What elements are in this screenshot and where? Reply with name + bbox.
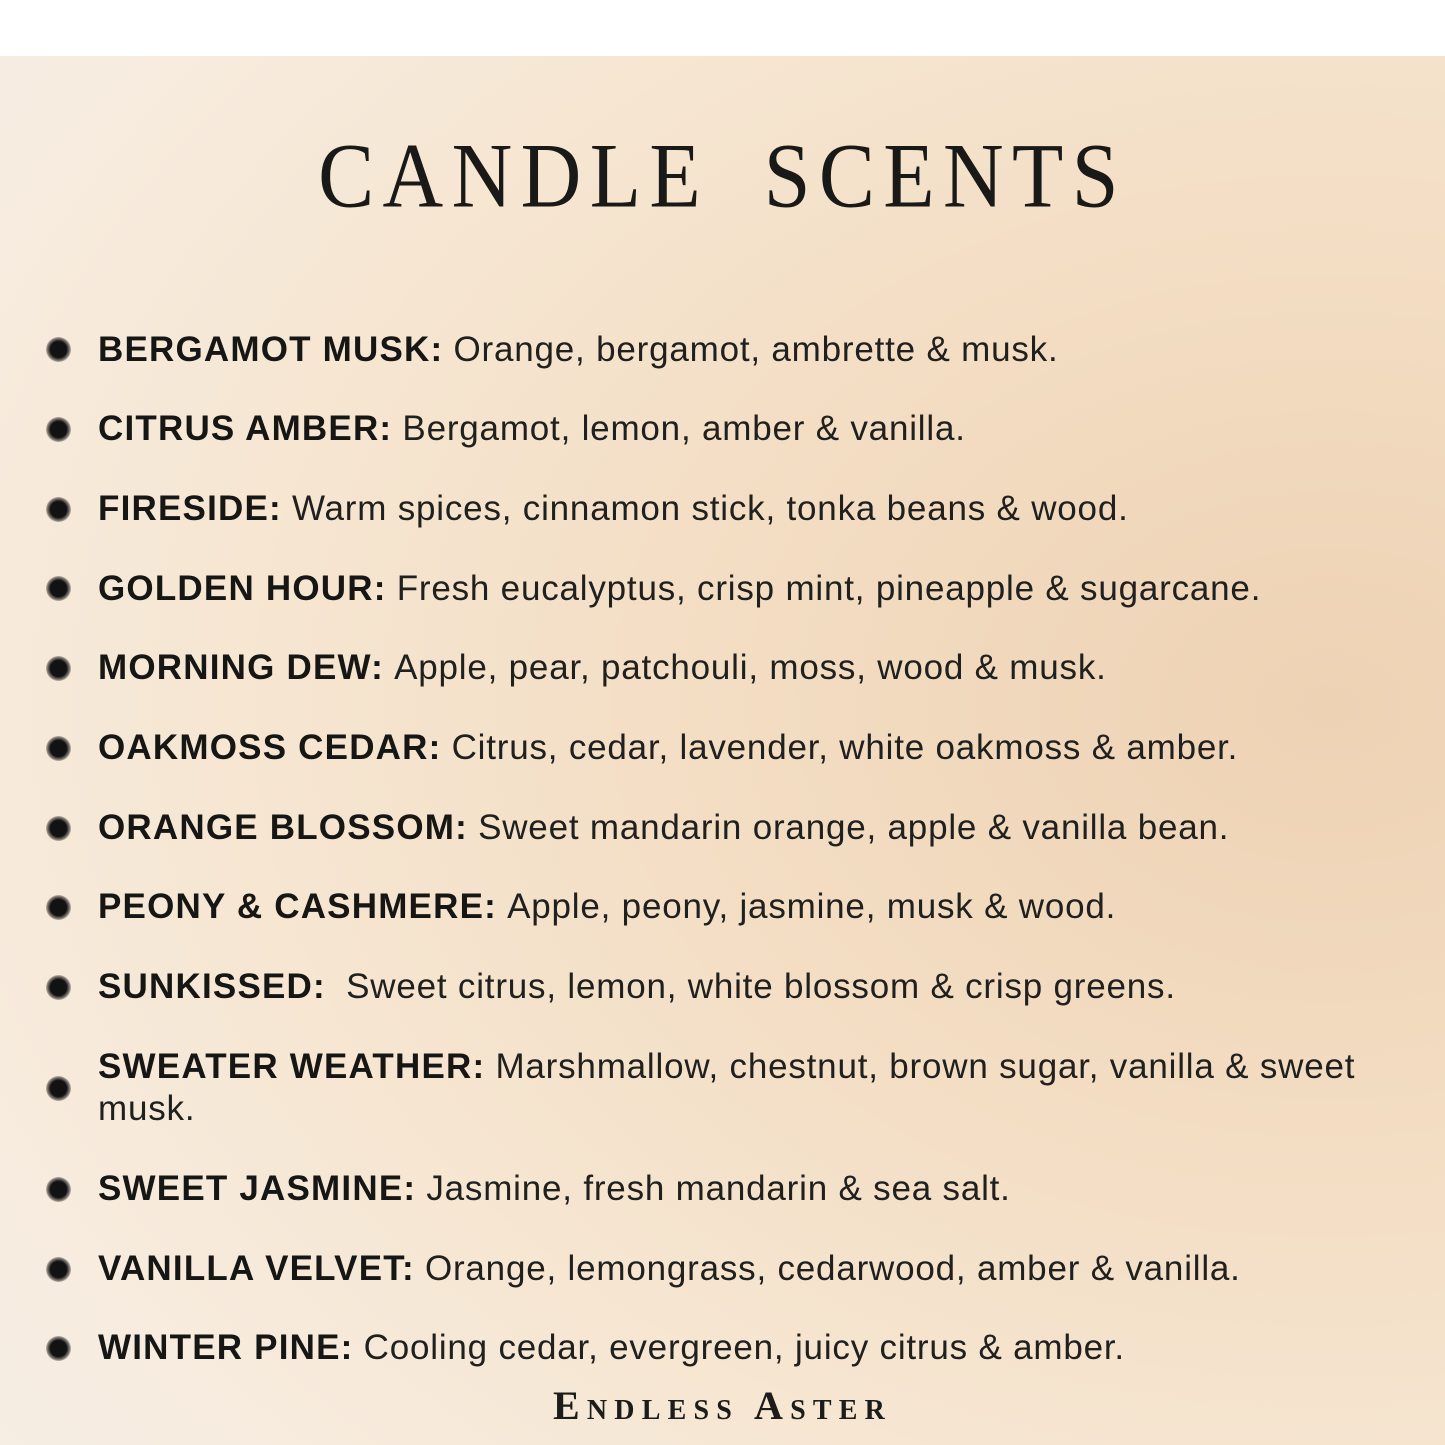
scent-text [98,329,1058,372]
scent-item-fireside [46,488,1390,531]
scent-text [98,966,1176,1009]
scent-text [98,1327,1125,1370]
bullet-icon [46,975,71,1000]
scent-notes: Cooling cedar, evergreen, juicy citrus & amber. [363,1328,1125,1368]
scent-notes: Warm spices, cinnamon stick, tonka beans & wood. [292,488,1129,528]
scent-item-morning-dew [46,647,1390,690]
bullet-icon [46,736,71,761]
scent-name: SUNKISSED: [98,967,326,1007]
scent-text [98,886,1116,929]
bullet-icon [46,1177,71,1202]
scent-notes: Marshmallow, chestnut, brown sugar, vanilla & sweet musk. [98,1046,1356,1129]
scent-name: FIRESIDE: [98,488,282,528]
bullet-icon [46,337,71,362]
scent-text [98,807,1229,850]
brand-footer: Endless Aster [552,1383,893,1429]
scent-name: CITRUS AMBER: [98,409,393,449]
scent-notes: Apple, pear, patchouli, moss, wood & musk. [394,648,1107,688]
scent-notes: Apple, peony, jasmine, musk & wood. [507,887,1117,927]
scent-notes: Orange, bergamot, ambrette & musk. [453,329,1059,369]
scent-item-oakmoss-cedar [46,727,1390,770]
scent-name: MORNING DEW: [98,648,384,688]
scent-item-orange-blossom [46,807,1390,850]
scent-name: BERGAMOT MUSK: [98,329,444,369]
scent-notes: Citrus, cedar, lavender, white oakmoss & amber. [451,727,1239,767]
bullet-icon [46,816,71,841]
scent-text [98,568,1261,611]
scent-name: SWEET JASMINE: [98,1169,417,1209]
scent-name: VANILLA VELVET: [98,1248,415,1288]
scent-name: GOLDEN HOUR: [98,568,387,608]
bullet-icon [46,1076,71,1101]
bullet-icon [46,656,71,681]
scent-item-sunkissed [46,966,1390,1009]
scent-text [98,488,1129,531]
scent-notes: Fresh eucalyptus, crisp mint, pineapple & sugarcane. [396,568,1262,608]
scent-text [98,408,966,451]
scent-text [98,647,1107,690]
scent-item-vanilla-velvet [46,1248,1390,1291]
scent-name: ORANGE BLOSSOM: [98,807,468,847]
bullet-icon [46,497,71,522]
candle-scents-poster [0,56,1445,1445]
page-title: CANDLE SCENTS [318,125,1127,228]
scent-name: SWEATER WEATHER: [98,1046,486,1086]
scent-text [98,1168,1011,1211]
bullet-icon [46,1257,71,1282]
scent-notes: Sweet mandarin orange, apple & vanilla bean. [478,807,1230,847]
scent-name: WINTER PINE: [98,1328,354,1368]
scent-item-sweater-weather [46,1046,1390,1131]
scent-item-winter-pine [46,1327,1390,1370]
scent-item-citrus-amber [46,408,1390,451]
scent-text [98,727,1238,770]
scent-item-sweet-jasmine [46,1168,1390,1211]
scent-notes: Orange, lemongrass, cedarwood, amber & vanilla. [424,1248,1241,1288]
bullet-icon [46,1336,71,1361]
scent-item-bergamot-musk [46,329,1390,372]
scent-item-golden-hour [46,568,1390,611]
scent-text [98,1046,1390,1131]
bullet-icon [46,576,71,601]
scent-notes: Jasmine, fresh mandarin & sea salt. [426,1169,1011,1209]
scent-list [0,265,1445,1371]
scent-name: PEONY & CASHMERE: [98,887,497,927]
scent-name: OAKMOSS CEDAR: [98,727,442,767]
scent-notes: Bergamot, lemon, amber & vanilla. [402,409,966,449]
bullet-icon [46,895,71,920]
bullet-icon [46,417,71,442]
scent-text [98,1248,1241,1291]
scent-item-peony-cashmere [46,886,1390,929]
scent-notes: Sweet citrus, lemon, white blossom & crisp greens. [346,967,1176,1007]
